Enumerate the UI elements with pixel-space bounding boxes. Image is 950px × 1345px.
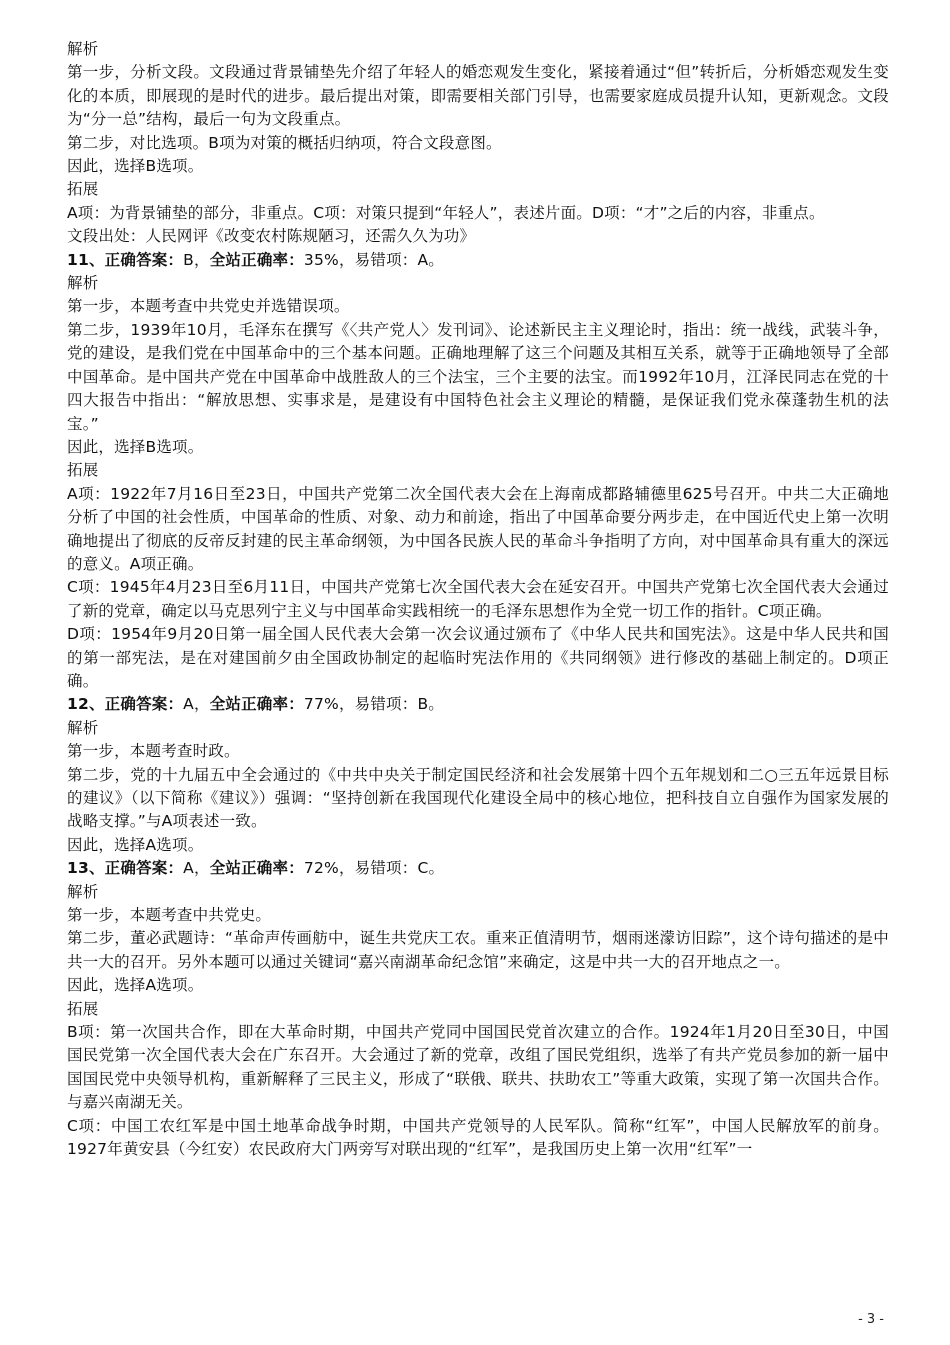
q13-analysis-heading: 解析 — [67, 882, 99, 901]
q11-conclusion: 因此，选择B选项。 — [67, 437, 204, 456]
page-number: - 3 - — [858, 1312, 884, 1327]
q11-answer-label: 11、正确答案： — [67, 250, 184, 269]
q11-option-a: A项：1922年7月16日至23日，中国共产党第二次全国代表大会在上海南成都路辅德里625号召开。中共二大正确地分析了中国的社会性质，中国革命的性质、对象、动力和前途，指出了中国革命要分两步走，在中国近代史上第一次明确地提出了彻底的反帝反封建的民主革命纲领，为中国各民族人民的革命斗争指明了方向，对中国革命具有重大的深远的意义。A项正确。 — [67, 484, 889, 573]
q11-rate-value: 35%，易错项：A。 — [303, 250, 444, 269]
q13-answer-label: 13、正确答案： — [67, 859, 184, 878]
q12-answer-line — [67, 693, 889, 716]
q13-option-b: B项：第一次国共合作，即在大革命时期，中国共产党同中国国民党首次建立的合作。1924年1月20日至30日，中国国民党第一次全国代表大会在广东召开。大会通过了新的党章，改组了国民党组织，选举了有共产党员参加的新一届中国国民党中央领导机构，重新解释了三民主义，形成了“联俄、联共、扶助农工”等重大政策，实现了第一次国共合作。与嘉兴南湖无关。 — [67, 1023, 889, 1112]
q12-step-one: 第一步，本题考查时政。 — [67, 742, 240, 761]
q11-answer-value: B， — [183, 250, 210, 269]
q13-rate-label: 全站正确率： — [209, 859, 304, 878]
extend-heading: 拓展 — [67, 180, 99, 199]
q11-analysis-heading: 解析 — [67, 274, 99, 293]
q12-rate-label: 全站正确率： — [209, 695, 304, 714]
q13-conclusion: 因此，选择A选项。 — [67, 976, 204, 995]
q12-step-two: 第二步，党的十九届五中全会通过的《中共中央关于制定国民经济和社会发展第十四个五年规划和二○三五年远景目标的建议》（以下简称《建议》）强调：“坚持创新在我国现代化建设全局中的核心地位，把科技自立自强作为国家发展的战略支撑。”与A项表述一致。 — [67, 765, 889, 831]
q12-conclusion: 因此，选择A选项。 — [67, 835, 204, 854]
step-one: 第一步，分析文段。文段通过背景铺垫先介绍了年轻人的婚恋观发生变化，紧接着通过“但”转折后，分析婚恋观发生变化的本质，即展现的是时代的进步。最后提出对策，即需要相关部门引导，也需要家庭成员提升认知，更新观念。文段为“分一总”结构，最后一句为文段重点。 — [67, 63, 889, 129]
document-body — [67, 38, 889, 1162]
q12-rate-value: 77%，易错项：B。 — [303, 695, 444, 714]
analysis-heading: 解析 — [67, 40, 99, 58]
q11-step-one: 第一步，本题考查中共党史并选错误项。 — [67, 297, 350, 316]
q13-option-c: C项：中国工农红军是中国土地革命战争时期，中国共产党领导的人民军队。简称“红军”，中国人民解放军的前身。1927年黄安县（今红安）农民政府大门两旁写对联出现的“红军”，是我国历史上第一次用“红军”一 — [67, 1116, 889, 1159]
conclusion: 因此，选择B选项。 — [67, 157, 204, 176]
q13-extend-heading: 拓展 — [67, 999, 99, 1018]
source-line: 文段出处：人民网评《改变农村陈规陋习，还需久久为功》 — [67, 227, 476, 246]
q13-step-one: 第一步，本题考查中共党史。 — [67, 906, 272, 925]
q11-answer-line — [67, 249, 889, 272]
q11-rate-label: 全站正确率： — [209, 250, 304, 269]
q11-extend-heading: 拓展 — [67, 461, 99, 480]
q12-analysis-heading: 解析 — [67, 718, 99, 737]
q13-step-two: 第二步，董必武题诗：“革命声传画舫中，诞生共党庆工农。重来正值清明节，烟雨迷濛访旧踪”，这个诗句描述的是中共一大的召开。另外本题可以通过关键词“嘉兴南湖革命纪念馆”来确定，这是中共一大的召开地点之一。 — [67, 929, 889, 971]
q13-answer-line — [67, 857, 889, 880]
q13-answer-value: A， — [183, 859, 210, 878]
q11-option-d: D项：1954年9月20日第一届全国人民代表大会第一次会议通过颁布了《中华人民共和国宪法》。这是中华人民共和国的第一部宪法，是在对建国前夕由全国政协制定的起临时宪法作用的《共同纲领》进行修改的基础上制定的。D项正确。 — [67, 625, 889, 690]
q12-answer-label: 12、正确答案： — [67, 695, 184, 714]
extend-options: A项：为背景铺垫的部分，非重点。C项：对策只提到“年轻人”，表述片面。D项：“才”之后的内容，非重点。 — [67, 203, 825, 222]
q11-step-two: 第二步，1939年10月，毛泽东在撰写《〈共产党人〉发刊词》、论述新民主主义理论时，指出：统一战线，武装斗争，党的建设，是我们党在中国革命中的三个基本问题。正确地理解了这三个问题及其相互关系，就等于正确地领导了全部中国革命。是中国共产党在中国革命中战胜敌人的三个法宝，三个主要的法宝。而1992年10月，江泽民同志在党的十四大报告中指出：“解放思想、实事求是，是建设有中国特色社会主义理论的精髓，是保证我们党永葆蓬勃生机的法宝。” — [67, 320, 889, 433]
q12-answer-value: A， — [183, 695, 210, 714]
q13-rate-value: 72%，易错项：C。 — [303, 859, 445, 878]
q11-option-c: C项：1945年4月23日至6月11日，中国共产党第七次全国代表大会在延安召开。中国共产党第七次全国代表大会通过了新的党章，确定以马克思列宁主义与中国革命实践相统一的毛泽东思想作为全党一切工作的指针。C项正确。 — [67, 578, 889, 620]
step-two: 第二步，对比选项。B项为对策的概括归纳项，符合文段意图。 — [67, 133, 502, 152]
